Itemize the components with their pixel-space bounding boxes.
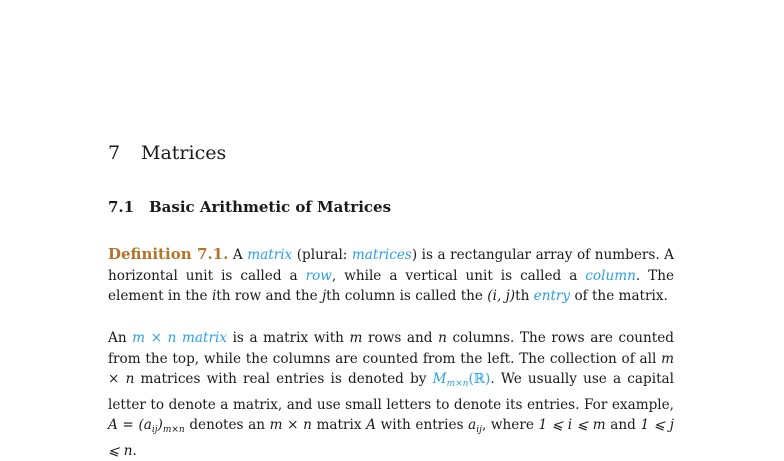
text: A	[232, 247, 243, 263]
math-j: j	[321, 288, 327, 304]
math-mxn: m × n	[108, 350, 674, 387]
text: , where	[481, 417, 534, 433]
math-equation	[108, 417, 185, 433]
text: An	[108, 330, 127, 346]
text: matrix	[316, 417, 362, 433]
matrix-space-subscript: m×n	[446, 379, 469, 389]
aij-base: a	[468, 417, 477, 433]
text: . We usually use a capital letter to denote a matrix, and use small letters to denote its entries. For example,	[108, 371, 674, 413]
equation-close: )	[157, 417, 163, 433]
text: matrices with real entries is denoted by	[140, 371, 427, 387]
term-column[interactable]: column	[585, 267, 636, 284]
equation-lhs: A = (a	[108, 417, 152, 433]
text: .	[132, 442, 137, 459]
text: is a matrix with	[232, 330, 344, 346]
section-number: 7	[108, 142, 121, 164]
math-A: A	[366, 417, 376, 433]
text: ) is a rectangular array of numbers. A horizontal unit is called a	[108, 247, 674, 284]
text: of the matrix.	[574, 288, 668, 304]
text: with entries	[380, 417, 464, 433]
term-row[interactable]: row	[305, 267, 332, 284]
term-matrices[interactable]: matrices	[351, 247, 412, 263]
math-n: n	[438, 330, 447, 346]
matrix-space-symbol: M	[432, 371, 447, 387]
text: columns. The rows are counted from the top, while the columns are counted from the left. The collection of all	[108, 330, 674, 367]
term-matrix[interactable]: matrix	[247, 247, 293, 263]
text: and	[610, 417, 636, 433]
definition-label: Definition 7.1.	[108, 245, 229, 263]
term-mxn-matrix[interactable]: m × n matrix	[132, 330, 227, 346]
text: th	[515, 288, 530, 304]
section-title: Matrices	[141, 142, 227, 164]
text: th column is called the	[326, 288, 483, 304]
term-entry[interactable]: entry	[533, 288, 571, 304]
text: (plural:	[296, 247, 348, 263]
text: , while a vertical unit is called a	[331, 267, 578, 284]
math-ij: (i, j)	[487, 288, 516, 304]
term-matrix-space[interactable]	[433, 371, 491, 387]
subsection-title: Basic Arithmetic of Matrices	[149, 198, 392, 216]
math-i: i	[211, 288, 217, 304]
math-aij	[468, 417, 482, 433]
body-paragraph	[108, 328, 674, 461]
text: rows and	[368, 330, 433, 346]
math-condition-i: 1 ⩽ i ⩽ m	[538, 417, 606, 433]
matrix-space-field: (ℝ)	[468, 371, 491, 387]
section-heading	[108, 142, 226, 164]
math-mxn: m × n	[269, 417, 312, 433]
math-condition-j: 1 ⩽ j ⩽ n	[108, 417, 674, 459]
text: . The element in the	[108, 267, 675, 304]
subsection-number: 7.1	[108, 198, 135, 216]
aij-sub: ij	[476, 425, 482, 435]
text: denotes an	[189, 417, 265, 433]
equation-sub: ij	[151, 425, 158, 435]
math-m: m	[349, 330, 363, 346]
subsection-heading	[108, 198, 391, 216]
equation-sub2: m×n	[162, 425, 185, 435]
text: th row and the	[216, 288, 318, 304]
definition-paragraph	[108, 244, 674, 307]
